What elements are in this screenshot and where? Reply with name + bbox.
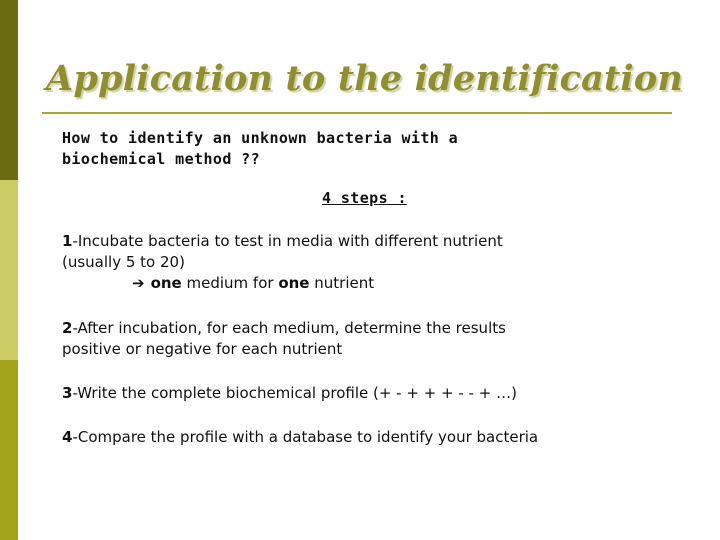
step-1-medium-for: medium for <box>181 274 279 292</box>
step-4 <box>62 427 538 448</box>
step-4-dash: - <box>72 428 78 446</box>
step-1-dash: - <box>72 232 78 250</box>
step-2-line-2: positive or negative for each nutrient <box>62 340 343 358</box>
step-3-text: Write the complete biochemical profile (+ - + + + - - + …) <box>77 384 517 402</box>
step-4-number: 4 <box>62 428 73 446</box>
step-1-emphasis-one-b: one <box>278 274 310 292</box>
step-3-number: 3 <box>62 384 73 402</box>
step-2-dash: - <box>72 319 78 337</box>
step-2-line-1 <box>62 318 506 339</box>
intro-line-2: biochemical method ?? <box>62 150 261 168</box>
step-1-result-line <box>62 273 503 294</box>
sidebar-segment-middle <box>0 180 18 360</box>
step-1-text: Incubate bacteria to test in media with different nutrient <box>77 232 503 250</box>
step-1-number: 1 <box>62 232 73 250</box>
intro-line-1: How to identify an unknown bacteria with a <box>62 129 459 147</box>
step-2 <box>62 318 506 360</box>
sidebar-segment-top <box>0 0 18 180</box>
sidebar-segment-bottom <box>0 360 18 540</box>
title-divider <box>42 112 672 114</box>
step-2-number: 2 <box>62 319 73 337</box>
step-3 <box>62 383 517 404</box>
step-1-nutrient: nutrient <box>309 274 375 292</box>
arrow-right-icon: ➔ <box>132 274 145 292</box>
slide-title: Application to the identification <box>46 58 684 99</box>
step-3-dash: - <box>72 384 78 402</box>
step-4-text: Compare the profile with a database to identify your bacteria <box>77 428 539 446</box>
sidebar-accent-bar <box>0 0 18 540</box>
step-2-text: After incubation, for each medium, determine the results <box>77 319 506 337</box>
step-1-emphasis-one-a: one <box>150 274 182 292</box>
step-1-line-1 <box>62 231 503 252</box>
step-1 <box>62 231 503 294</box>
intro-question <box>62 128 458 170</box>
step-1-line-2: (usually 5 to 20) <box>62 253 185 271</box>
steps-heading: 4 steps : <box>322 189 407 207</box>
